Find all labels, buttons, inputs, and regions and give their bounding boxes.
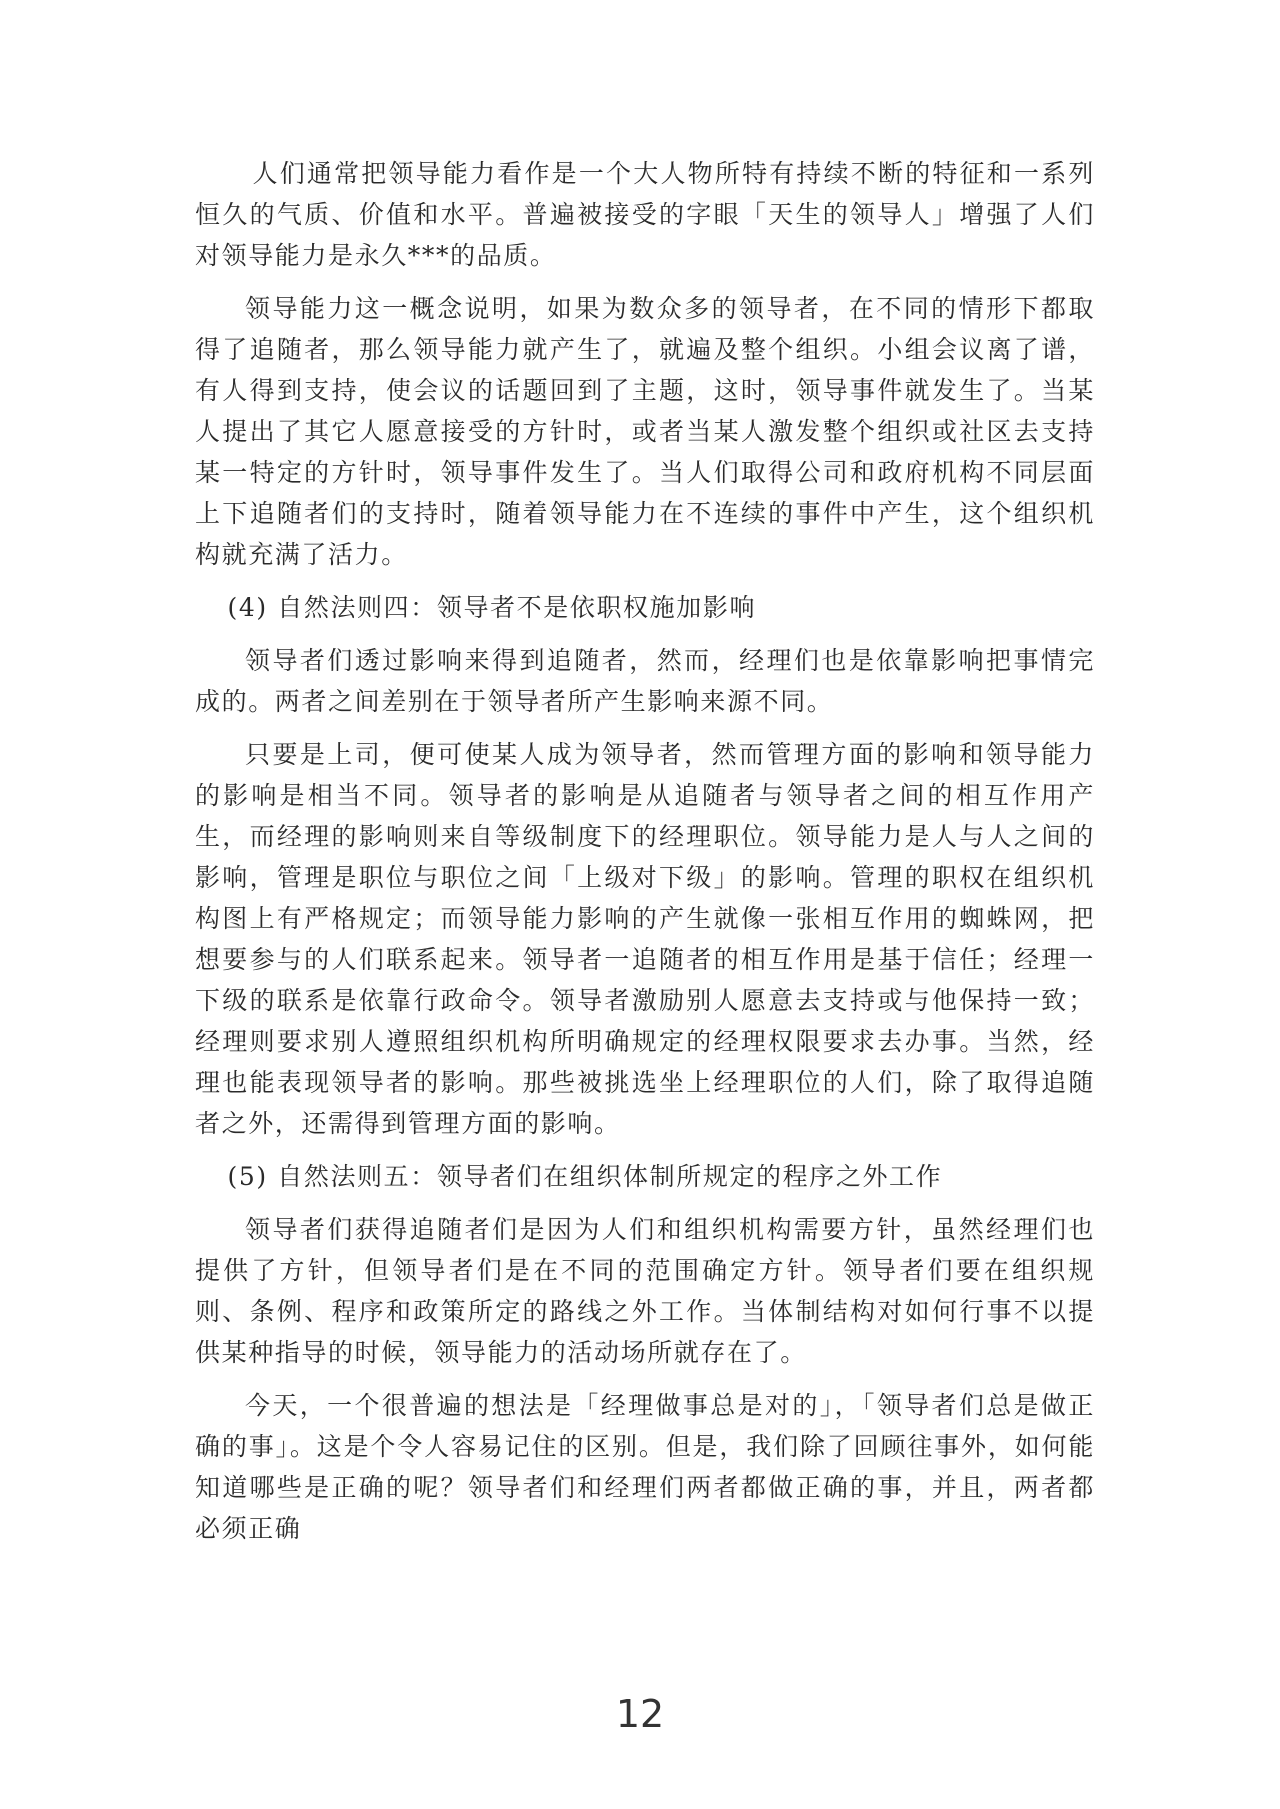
paragraph-1: 人们通常把领导能力看作是一个大人物所特有持续不断的特征和一系列恒久的气质、价值和水平。普遍被接受的字眼「天生的领导人」增强了人们对领导能力是永久***的品质。 xyxy=(195,159,1095,270)
paragraph-3: 领导者们透过影响来得到追随者，然而，经理们也是依靠影响把事情完成的。两者之间差别在于领导者所产生影响来源不同。 xyxy=(195,646,1095,716)
page-number: 12 xyxy=(615,1692,665,1736)
section-heading-4: (4) 自然法则四：领导者不是依职权施加影响 xyxy=(227,593,757,622)
section-heading-5: (5) 自然法则五：领导者们在组织体制所规定的程序之外工作 xyxy=(227,1162,943,1191)
paragraph-2: 领导能力这一概念说明，如果为数众多的领导者，在不同的情形下都取得了追随者，那么领导能力就产生了，就遍及整个组织。小组会议离了谱，有人得到支持，使会议的话题回到了主题，这时，领导事件就发生了。当某人提出了其它人愿意接受的方针时，或者当某人激发整个组织或社区去支持某一特定的方针时，领导事件发生了。当人们取得公司和政府机构不同层面上下追随者们的支持时，随着领导能力在不连续的事件中产生，这个组织机构就充满了活力。 xyxy=(195,294,1095,569)
paragraph-5: 领导者们获得追随者们是因为人们和组织机构需要方针，虽然经理们也提供了方针，但领导者们是在不同的范围确定方针。领导者们要在组织规则、条例、程序和政策所定的路线之外工作。当体制结构对如何行事不以提供某种指导的时候，领导能力的活动场所就存在了。 xyxy=(195,1215,1095,1367)
body-text xyxy=(195,153,1095,1561)
paragraph-4: 只要是上司，便可使某人成为领导者，然而管理方面的影响和领导能力的影响是相当不同。领导者的影响是从追随者与领导者之间的相互作用产生，而经理的影响则来自等级制度下的经理职位。领导能力是人与人之间的影响，管理是职位与职位之间「上级对下级」的影响。管理的职权在组织机构图上有严格规定；而领导能力影响的产生就像一张相互作用的蜘蛛网，把想要参与的人们联系起来。领导者一追随者的相互作用是基于信任；经理一下级的联系是依靠行政命令。领导者激励别人愿意去支持或与他保持一致；经理则要求别人遵照组织机构所明确规定的经理权限要求去办事。当然，经理也能表现领导者的影响。那些被挑选坐上经理职位的人们，除了取得追随者之外，还需得到管理方面的影响。 xyxy=(195,740,1095,1138)
paragraph-6: 今天，一个很普遍的想法是「经理做事总是对的」，「领导者们总是做正确的事」。这是个令人容易记住的区别。但是，我们除了回顾往事外，如何能知道哪些是正确的呢？领导者们和经理们两者都做正确的事，并且，两者都必须正确 xyxy=(195,1391,1095,1543)
